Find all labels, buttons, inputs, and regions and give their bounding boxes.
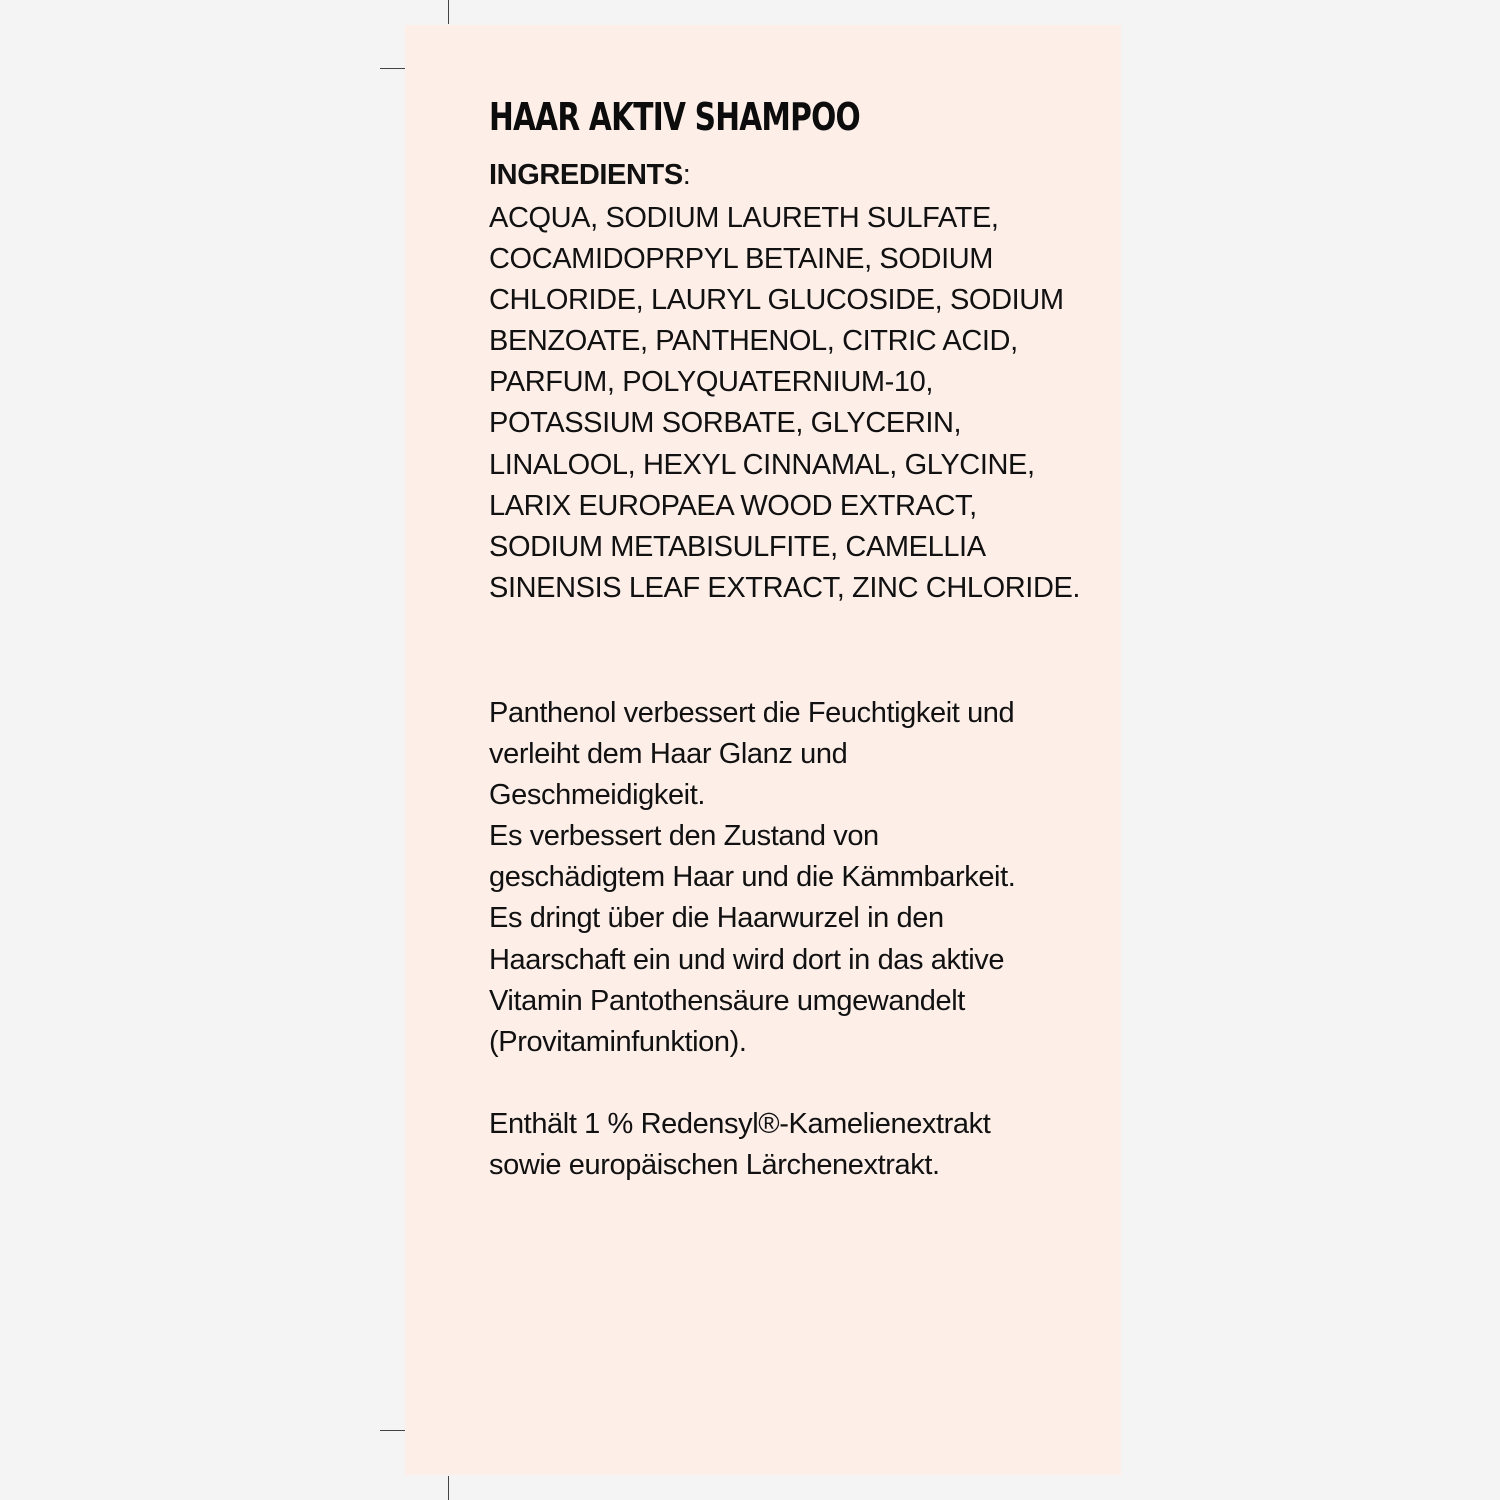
note-line: Enthält 1 % Redensyl®-Kamelienextrakt xyxy=(489,1107,991,1140)
ingredients-line: PARFUM, POLYQUATERNIUM-10, xyxy=(489,366,933,399)
crop-mark-top xyxy=(448,0,449,24)
ingredients-line: SODIUM METABISULFITE, CAMELLIA xyxy=(489,530,986,563)
description-line: verleiht dem Haar Glanz und xyxy=(489,738,848,771)
ingredients-heading-colon: : xyxy=(682,159,691,191)
crop-mark-left-top xyxy=(380,68,405,69)
crop-mark-bottom xyxy=(448,1476,449,1500)
ingredients-line: LINALOOL, HEXYL CINNAMAL, GLYCINE, xyxy=(489,448,1035,481)
ingredients-list xyxy=(489,198,1109,609)
ingredients-line: LARIX EUROPAEA WOOD EXTRACT, xyxy=(489,489,977,522)
ingredients-heading-label: INGREDIENTS xyxy=(489,159,683,191)
ingredients-line: CHLORIDE, LAURYL GLUCOSIDE, SODIUM xyxy=(489,284,1064,317)
extract-note xyxy=(489,1104,1109,1186)
description-line: Vitamin Pantothensäure umgewandelt xyxy=(489,984,965,1017)
ingredients-line: BENZOATE, PANTHENOL, CITRIC ACID, xyxy=(489,325,1018,358)
ingredients-line: COCAMIDOPRPYL BETAINE, SODIUM xyxy=(489,243,994,276)
note-line: sowie europäischen Lärchenextrakt. xyxy=(489,1148,940,1181)
label-content xyxy=(489,95,1109,1186)
ingredients-line: ACQUA, SODIUM LAURETH SULFATE, xyxy=(489,202,999,234)
description-line: Panthenol verbessert die Feuchtigkeit und xyxy=(489,696,1015,729)
label-panel xyxy=(405,25,1121,1475)
ingredients-line: SINENSIS LEAF EXTRACT, ZINC CHLORIDE. xyxy=(489,571,1081,604)
description-line: Haarschaft ein und wird dort in das aktive xyxy=(489,943,1005,976)
description-line: Geschmeidigkeit. xyxy=(489,779,706,812)
ingredients-line: POTASSIUM SORBATE, GLYCERIN, xyxy=(489,407,962,440)
description-line: Es dringt über die Haarwurzel in den xyxy=(489,902,944,935)
ingredients-heading xyxy=(489,157,1109,194)
description-paragraph xyxy=(489,693,1109,1063)
crop-mark-left-bottom xyxy=(380,1430,405,1431)
description-line: (Provitaminfunktion). xyxy=(489,1025,747,1058)
description-line: geschädigtem Haar und die Kämmbarkeit. xyxy=(489,861,1016,894)
product-title: HAAR AKTIV SHAMPOO xyxy=(489,95,860,139)
description-line: Es verbessert den Zustand von xyxy=(489,820,879,853)
